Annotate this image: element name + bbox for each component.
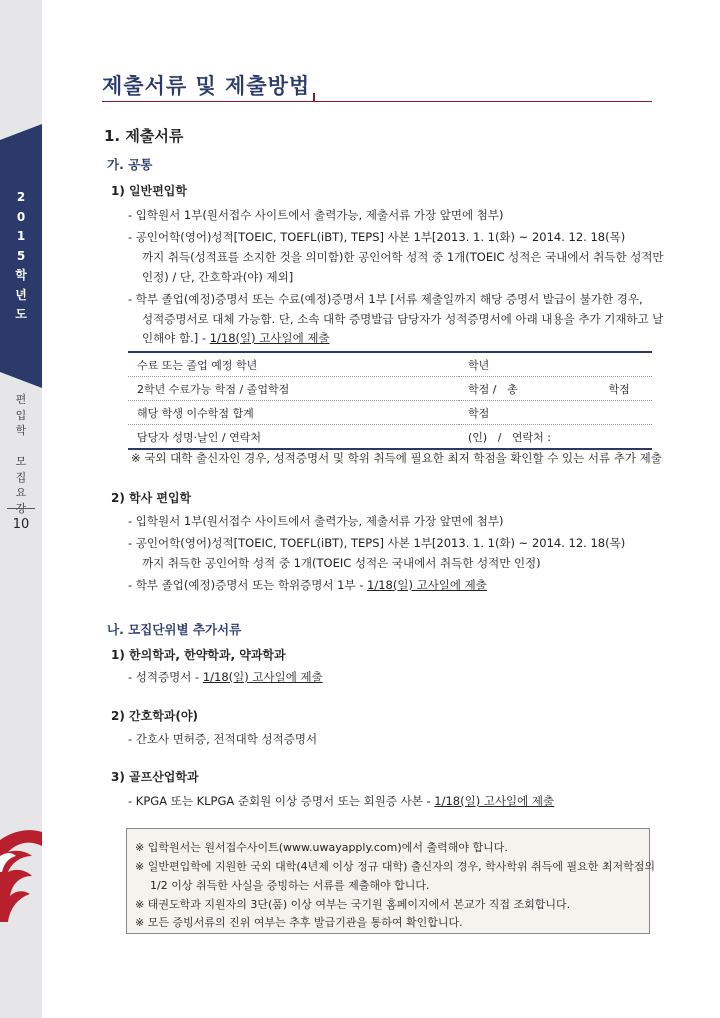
- note-line: ※ 태권도학과 지원자의 3단(품) 이상 여부는 국기원 홈페이지에서 본교가 직접 조회합니다.: [135, 898, 571, 911]
- text-line-lead: 인해야 함.] -: [142, 331, 210, 345]
- guide-char: 편: [15, 393, 27, 406]
- foreign-note: ※ 국외 대학 출신자인 경우, 성적증명서 및 학위 취득에 필요한 최저 학점을 확인할 수 있는 서류 추가 제출: [131, 451, 662, 465]
- item-heading-general-transfer: 1) 일반편입학: [111, 184, 187, 198]
- guide-char: 입: [15, 408, 27, 422]
- text-line: 까지 취득한 공인어학 성적 중 1개(TOEIC 성적은 국내에서 취득한 성적만 인정): [142, 556, 541, 570]
- table-cell: 학점 / 총 학점: [459, 377, 652, 401]
- certification-table: [128, 351, 652, 450]
- year-label: [0, 188, 42, 325]
- table-row: [128, 352, 652, 377]
- guide-label: [0, 392, 42, 516]
- table-row: [128, 401, 652, 425]
- note-line: ※ 입학원서는 원서접수사이트(www.uwayapply.com)에서 출력해야 합니다.: [135, 841, 508, 854]
- table-row: [128, 377, 652, 401]
- title-underline: [102, 101, 652, 102]
- text-line: - 입학원서 1부(원서접수 사이트에서 출력가능, 제출서류 가장 앞면에 첨부): [128, 514, 504, 528]
- year-char: 0: [16, 209, 26, 224]
- page-number-divider: [7, 508, 35, 509]
- year-char: 5: [16, 248, 26, 263]
- text-line: 성적증명서로 대체 가능함. 단, 소속 대학 증명발급 담당자가 성적증명서에 아래 내용을 추가 기재하고 날: [142, 312, 664, 326]
- note-line: 1/2 이상 취득한 사실을 증빙하는 서류를 제출해야 합니다.: [150, 879, 430, 892]
- section-heading: 1. 제출서류: [104, 127, 184, 145]
- text-line: 인정) / 단, 간호학과(야) 제외]: [142, 270, 294, 284]
- text-line: - 입학원서 1부(원서접수 사이트에서 출력가능, 제출서류 가장 앞면에 첨부): [128, 208, 504, 222]
- text-line-lead: - 성적증명서 -: [128, 670, 203, 684]
- text-line: - 공인어학(영어)성적[TOEIC, TOEFL(iBT), TEPS] 사본 1부[2013. 1. 1(화) ~ 2014. 12. 18(목): [128, 230, 626, 244]
- item-heading-golf: 3) 골프산업학과: [111, 770, 199, 784]
- text-line: - 간호사 면허증, 전적대학 성적증명서: [128, 732, 318, 746]
- table-cell: (인) / 연락처 :: [459, 425, 652, 450]
- table-cell: 학점: [459, 401, 652, 425]
- text-line: 까지 취득(성적표를 소지한 것을 의미함)한 공인어학 성적 중 1개(TOEIC 성적은 국내에서 취득한 성적만: [142, 250, 664, 264]
- table-cell: 해당 학생 이수학점 합계: [128, 401, 459, 425]
- guide-char: 집: [15, 470, 27, 484]
- text-line-lead: - KPGA 또는 KLPGA 준회원 이상 증명서 또는 회원증 사본 -: [128, 794, 435, 808]
- guide-char: 강: [15, 501, 27, 515]
- table-cell: 2학년 수료가능 학점 / 졸업학점: [128, 377, 459, 401]
- title-accent-tick: [313, 93, 315, 102]
- subsection-heading-additional: 나. 모집단위별 추가서류: [107, 622, 242, 637]
- text-line: [142, 330, 330, 346]
- deadline-text: 1/18(일) 고사일에 제출: [434, 794, 555, 808]
- text-line: [128, 669, 323, 685]
- page-number: 10: [12, 517, 30, 532]
- table-cell: 담당자 성명·날인 / 연락처: [128, 425, 459, 450]
- table-cell: 학년: [459, 352, 652, 377]
- deadline-text: 1/18(일) 고사일에 제출: [209, 331, 330, 345]
- year-char: 1: [16, 229, 26, 243]
- deadline-text: 1/18(일) 고사일에 제출: [367, 578, 487, 592]
- sidebar: [0, 0, 42, 1018]
- note-line: ※ 일반편입학에 지원한 국외 대학(4년제 이상 정규 대학) 출신자의 경우, 학사학위 취득에 필요한 최저학점의: [135, 860, 656, 873]
- item-heading-nursing: 2) 간호학과(야): [111, 709, 198, 723]
- university-phoenix-logo-icon: [0, 826, 42, 922]
- text-line: [128, 577, 487, 593]
- text-line: - 학부 졸업(예정)증명서 또는 수료(예정)증명서 1부 [서류 제출일까지 해당 증명서 발급이 불가한 경우,: [128, 292, 643, 306]
- item-heading-oriental-medicine: 1) 한의학과, 한약학과, 약과학과: [111, 648, 286, 662]
- text-line-lead: - 학부 졸업(예정)증명서 또는 학위증명서 1부 -: [128, 578, 368, 592]
- year-char: 학: [15, 268, 27, 282]
- notes-box: [126, 828, 656, 934]
- table-cell: 수료 또는 졸업 예정 학년: [128, 352, 459, 377]
- text-line: - 공인어학(영어)성적[TOEIC, TOEFL(iBT), TEPS] 사본 1부[2013. 1. 1(화) ~ 2014. 12. 18(목): [128, 536, 626, 550]
- item-heading-bachelor-transfer: 2) 학사 편입학: [111, 491, 192, 505]
- year-char: 년: [15, 287, 27, 302]
- table-row: [128, 425, 652, 450]
- page-title: 제출서류 및 제출방법: [102, 74, 311, 98]
- subsection-heading-common: 가. 공통: [107, 157, 153, 172]
- deadline-text: 1/18(일) 고사일에 제출: [202, 670, 323, 684]
- guide-char: 요: [15, 486, 27, 499]
- year-char: 도: [15, 307, 27, 321]
- year-char: 2: [16, 190, 26, 204]
- note-line: ※ 모든 증빙서류의 진위 여부는 추후 발급기관을 통하여 확인합니다.: [135, 916, 463, 929]
- guide-char: 모: [15, 455, 27, 468]
- guide-char: [0, 439, 42, 455]
- text-line: [128, 793, 554, 809]
- guide-char: 학: [15, 424, 27, 437]
